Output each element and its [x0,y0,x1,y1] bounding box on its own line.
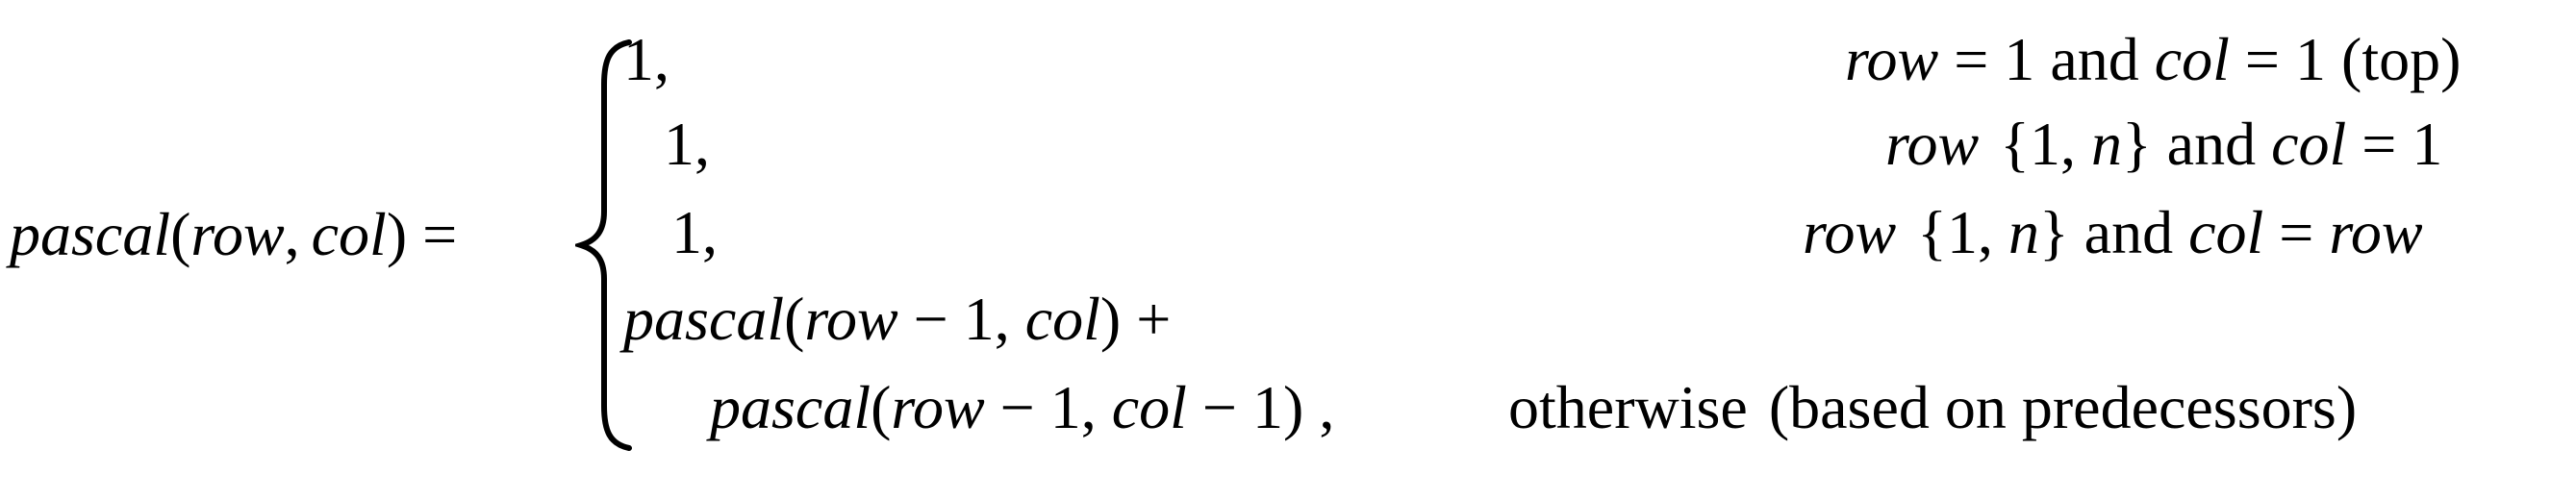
case-1-op1: = 1 and [1938,25,2155,93]
case-5-otherwise: otherwise [1508,373,1748,441]
case-3-and: and [2068,198,2189,266]
equation-lhs [10,200,473,268]
case-4-function-name: pascal [623,285,785,353]
case-5-note: (based on predecessors) [1768,373,2358,441]
lhs-close-paren: ) [386,200,408,268]
case-4-open-paren: ( [784,285,805,353]
case-3-eq: = [2263,198,2330,266]
left-brace-icon [575,38,637,452]
case-2-value: 1, [664,110,710,178]
case-1-condition [1845,25,2462,93]
case-5-var-row: row [891,373,985,441]
case-4-var-row: row [804,285,898,353]
case-3-var-col: col [2188,198,2264,266]
case-2-set-n: n [2090,110,2122,178]
case-4-var-col: col [1024,285,1100,353]
case-1-var-col: col [2154,25,2230,93]
lhs-comma: , [284,200,300,268]
case-2-set-close: } [2121,110,2152,178]
case-1-value: 1, [623,25,669,93]
case-3-set-close: } [2038,198,2069,266]
case-3-set-open: {1, [1917,198,2008,266]
case-2-and: and [2151,110,2272,178]
lhs-function-name: pascal [10,200,171,268]
case-2-var-col: col [2271,110,2347,178]
case-4-value [623,285,1172,353]
lhs-equals: = [407,200,473,268]
case-5-value [710,373,1335,441]
case-3-value: 1, [671,198,718,266]
case-2-var-row: row [1885,110,1980,178]
case-2-op2: = 1 [2346,110,2443,178]
case-4-minus: − 1, [897,285,1025,353]
case-3-condition [1803,198,2423,266]
case-2-condition [1885,110,2443,178]
lhs-arg-row: row [190,200,285,268]
case-5-var-col: col [1111,373,1187,441]
lhs-arg-col: col [311,200,387,268]
case-5-condition [1508,373,2358,441]
case-5-function-name: pascal [710,373,871,441]
case-5-open-paren: ( [871,373,892,441]
case-1-var-row: row [1845,25,1939,93]
lhs-open-paren: ( [170,200,191,268]
case-2-set-open: {1, [2000,110,2091,178]
case-1-op2: = 1 (top) [2229,25,2462,93]
case-3-set-n: n [2008,198,2039,266]
case-3-var-row-2: row [2329,198,2423,266]
case-5-minus1: − 1, [984,373,1112,441]
case-4-close-plus: ) + [1099,285,1172,353]
case-3-var-row: row [1803,198,1897,266]
case-5-minus2: − 1) , [1186,373,1335,441]
